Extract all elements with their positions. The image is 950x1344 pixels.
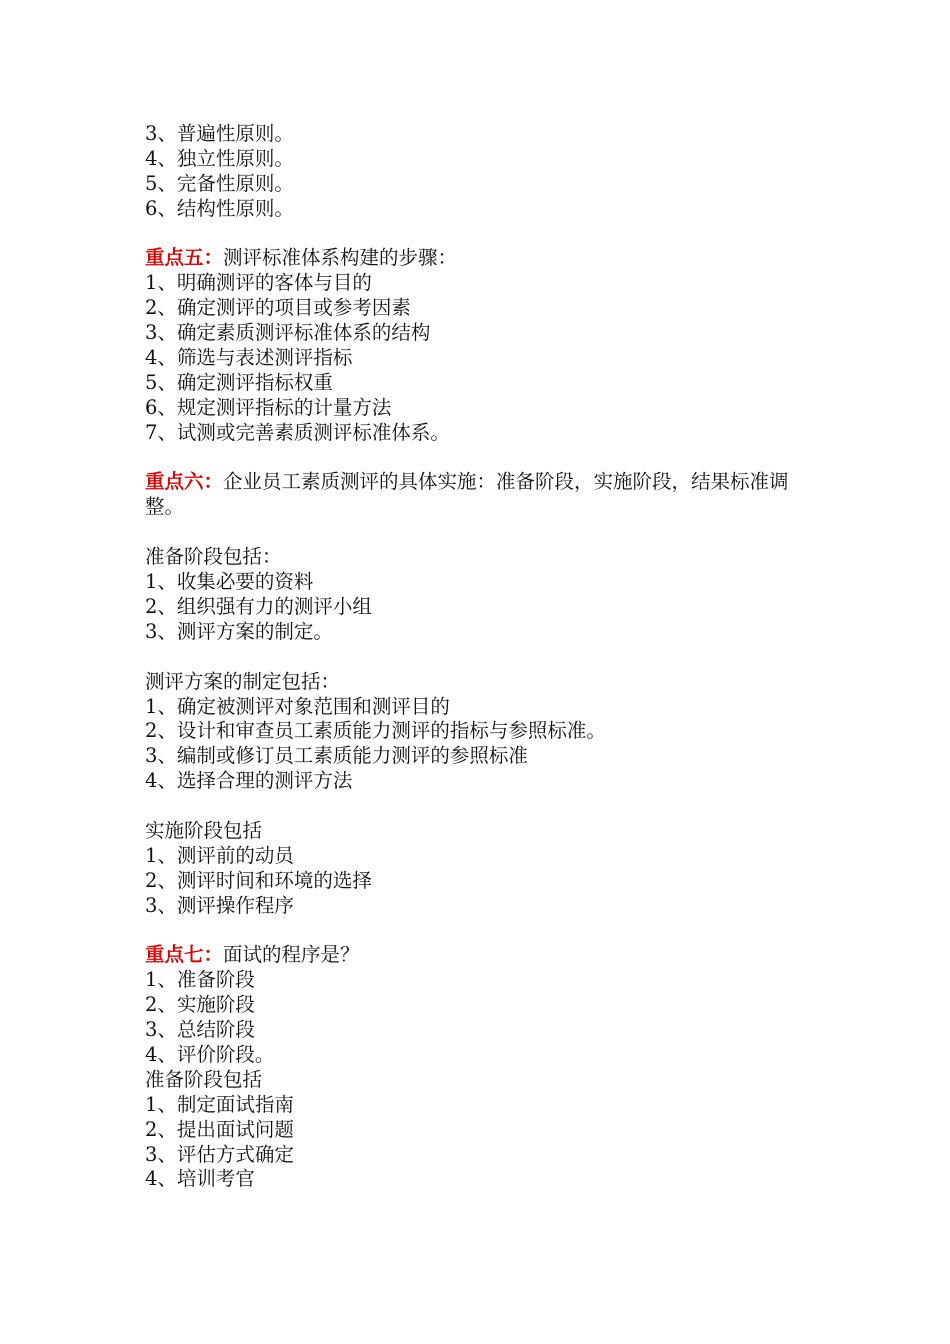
list-item: 7、试测或完善素质测评标准体系。 (145, 420, 450, 444)
spacer (145, 919, 815, 944)
key-point-label: 重点七： (145, 943, 224, 967)
block-heading: 实施阶段包括 (145, 818, 263, 842)
list-item: 2、实施阶段 (145, 993, 255, 1017)
prep-stage-block (145, 545, 815, 645)
list-item: 1、收集必要的资料 (145, 570, 314, 594)
list-item: 2、确定测评的项目或参考因素 (145, 296, 411, 320)
list-item: 2、设计和审查员工素质能力测评的指标与参照标准。 (145, 719, 606, 743)
section-heading (145, 246, 815, 271)
section-five (145, 246, 815, 445)
list-item: 3、确定素质测评标准体系的结构 (145, 321, 431, 345)
interview-prep-block (145, 1068, 815, 1192)
list-item: 5、完备性原则。 (145, 171, 294, 195)
section-heading (145, 943, 815, 968)
list-item: 3、测评操作程序 (145, 893, 294, 917)
list-item: 3、测评方案的制定。 (145, 619, 333, 643)
list-item: 3、编制或修订员工素质能力测评的参照标准 (145, 744, 528, 768)
key-point-label: 重点五： (145, 246, 224, 270)
list-item: 6、结构性原则。 (145, 196, 294, 220)
list-item: 6、规定测评指标的计量方法 (145, 395, 392, 419)
list-item: 4、选择合理的测评方法 (145, 769, 353, 793)
list-item: 2、测评时间和环境的选择 (145, 868, 372, 892)
section-six-paragraph (145, 470, 815, 520)
list-item: 1、制定面试指南 (145, 1092, 294, 1116)
list-item: 2、提出面试问题 (145, 1117, 294, 1141)
spacer (145, 520, 815, 545)
list-item: 4、评价阶段。 (145, 1042, 275, 1066)
key-point-label: 重点六： (145, 470, 224, 494)
spacer (145, 222, 815, 247)
list-item: 2、组织强有力的测评小组 (145, 594, 372, 618)
principles-list (145, 122, 815, 222)
plan-block (145, 670, 815, 794)
list-item: 3、评估方式确定 (145, 1142, 294, 1166)
list-item: 4、独立性原则。 (145, 146, 294, 170)
spacer (145, 645, 815, 670)
section-title: 面试的程序是？ (223, 943, 360, 967)
block-heading: 测评方案的制定包括： (145, 669, 341, 693)
list-item: 5、确定测评指标权重 (145, 370, 333, 394)
block-heading: 准备阶段包括： (145, 545, 282, 569)
list-item: 1、明确测评的客体与目的 (145, 271, 372, 295)
list-item: 3、总结阶段 (145, 1018, 255, 1042)
list-item: 1、准备阶段 (145, 968, 255, 992)
list-item: 4、筛选与表述测评指标 (145, 346, 353, 370)
list-item: 4、培训考官 (145, 1167, 255, 1191)
spacer (145, 794, 815, 819)
section-title: 测评标准体系构建的步骤： (223, 246, 458, 270)
section-text: 企业员工素质测评的具体实施：准备阶段，实施阶段，结果标准调整。 (145, 470, 789, 519)
list-item: 1、确定被测评对象范围和测评目的 (145, 694, 450, 718)
document-page (145, 122, 815, 1192)
block-heading: 准备阶段包括 (145, 1067, 263, 1091)
list-item: 3、普遍性原则。 (145, 122, 294, 145)
spacer (145, 446, 815, 471)
impl-stage-block (145, 819, 815, 919)
list-item: 1、测评前的动员 (145, 843, 294, 867)
section-seven (145, 943, 815, 1067)
